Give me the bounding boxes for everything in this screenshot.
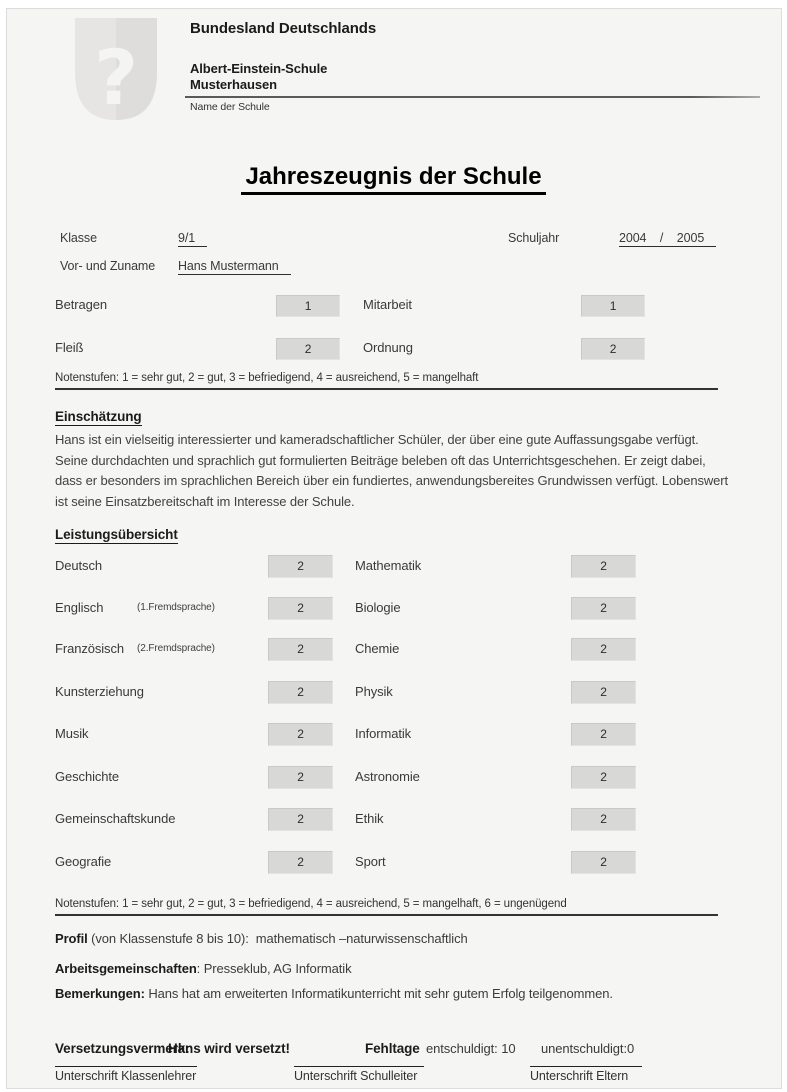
grade-field[interactable]: 2 — [571, 555, 636, 578]
grade-field[interactable]: 2 — [571, 808, 636, 831]
behavior-label: Betragen — [55, 297, 107, 312]
grade-field[interactable]: 2 — [268, 638, 333, 661]
subject-label: Französisch — [55, 641, 124, 656]
assessment-text: Hans ist ein vielseitig interessierter und kameradschaftlicher Schüler, der über eine gute Auffassungsgabe verfügt. Seine durchdachten und sprachlich gut formulierten Beiträge beleben oft das Unterrichtsgeschehen. Er zeigt dabei, dass er besonders im sprachlichen Bereich über ein fundiertes, anwendungsbereites Grundwissen verfügt. Lobenswert ist seine Einsatzbereitschaft im Interesse der Schule. — [55, 432, 729, 509]
grade-scale-note-subjects: Notenstufen: 1 = sehr gut, 2 = gut, 3 = befriedigend, 4 = ausreichend, 5 = mangelhaft, 6 = ungenügend — [55, 898, 718, 916]
subject-label: Gemeinschaftskunde — [55, 811, 176, 826]
school-name-block — [190, 61, 327, 93]
promotion-value: Hans wird versetzt! — [168, 1041, 290, 1056]
student-name-label: Vor- und Zuname — [60, 259, 156, 273]
subject-label: Musik — [55, 726, 89, 741]
workgroups-value: : Presseklub, AG Informatik — [196, 961, 352, 976]
remarks-value: Hans hat am erweiterten Informatikunterricht mit sehr gutem Erfolg teilgenommen. — [148, 986, 613, 1001]
grade-field[interactable]: 2 — [571, 723, 636, 746]
grade-field[interactable]: 2 — [268, 766, 333, 789]
grade-field[interactable]: 2 — [571, 766, 636, 789]
school-field-label: Name der Schule — [190, 101, 270, 113]
subject-label: Geografie — [55, 854, 112, 869]
subject-label: Physik — [355, 684, 393, 699]
behavior-label: Mitarbeit — [363, 297, 412, 312]
grade-field[interactable]: 2 — [571, 638, 636, 661]
region-title: Bundesland Deutschlands — [190, 20, 377, 37]
subject-label: Kunsterziehung — [55, 684, 144, 699]
grade-field[interactable]: 2 — [268, 851, 333, 874]
signature-parents: Unterschrift Eltern — [530, 1066, 642, 1083]
grade-field[interactable]: 2 — [268, 597, 333, 620]
promotion-label: Versetzungsvermerk: — [55, 1041, 190, 1056]
subject-label: Deutsch — [55, 558, 102, 573]
subject-label: Chemie — [355, 641, 400, 656]
subject-label: Ethik — [355, 811, 384, 826]
signature-teacher: Unterschrift Klassenlehrer — [55, 1066, 197, 1083]
grade-field[interactable]: 2 — [268, 681, 333, 704]
absence-label: Fehltage — [365, 1041, 420, 1056]
grade-field[interactable]: 2 — [571, 681, 636, 704]
remarks-line — [55, 986, 613, 1001]
signature-principal: Unterschrift Schulleiter — [294, 1066, 424, 1083]
subject-label: Astronomie — [355, 769, 420, 784]
subject-note: (1.Fremdsprache) — [137, 602, 215, 613]
subject-label: Mathematik — [355, 558, 422, 573]
school-year-label: Schuljahr — [508, 231, 560, 245]
grade-scale-note-behavior: Notenstufen: 1 = sehr gut, 2 = gut, 3 = befriedigend, 4 = ausreichend, 5 = mangelhaft — [55, 372, 718, 390]
workgroups-label: Arbeitsgemeinschaften — [55, 961, 197, 976]
subject-note: (2.Fremdsprache) — [137, 643, 215, 654]
school-year-value-field[interactable]: 2004 / 2005 — [619, 231, 716, 247]
subject-label: Geschichte — [55, 769, 120, 784]
school-crest-question-mark-shield-icon — [75, 18, 157, 120]
profil-suffix: (von Klassenstufe 8 bis 10): — [91, 931, 249, 946]
grade-field[interactable]: 2 — [268, 723, 333, 746]
behavior-label: Ordnung — [363, 340, 413, 355]
behavior-grade-field[interactable]: 1 — [276, 295, 340, 317]
grade-field[interactable]: 2 — [571, 851, 636, 874]
behavior-grade-field[interactable]: 2 — [276, 338, 340, 360]
school-name: Albert-Einstein-Schule — [190, 61, 328, 76]
school-city: Musterhausen — [190, 77, 277, 92]
grade-field[interactable]: 2 — [571, 597, 636, 620]
svg-text:?: ? — [94, 33, 138, 120]
class-value-field[interactable]: 9/1 — [178, 231, 207, 247]
behavior-grade-field[interactable]: 1 — [581, 295, 645, 317]
subject-label: Englisch — [55, 600, 104, 615]
assessment-heading: Einschätzung — [55, 409, 142, 424]
grade-field[interactable]: 2 — [268, 808, 333, 831]
grade-field[interactable]: 2 — [268, 555, 333, 578]
profil-value: mathematisch –naturwissenschaftlich — [255, 931, 468, 946]
workgroups-line — [55, 961, 351, 976]
grades-heading: Leistungsübersicht — [55, 527, 178, 542]
subject-label: Sport — [355, 854, 386, 869]
remarks-label: Bemerkungen: — [55, 986, 145, 1001]
page-title: Jahreszeugnis der Schule — [241, 163, 545, 195]
absence-excused: entschuldigt: 10 — [426, 1041, 516, 1056]
subject-label: Informatik — [355, 726, 412, 741]
subject-label: Biologie — [355, 600, 401, 615]
absence-unexcused: unentschuldigt:0 — [541, 1041, 635, 1056]
school-name-divider — [185, 96, 760, 98]
class-label: Klasse — [60, 231, 97, 245]
behavior-grade-field[interactable]: 2 — [581, 338, 645, 360]
student-name-field[interactable]: Hans Mustermann — [178, 259, 291, 275]
profil-label: Profil — [55, 931, 88, 946]
behavior-label: Fleiß — [55, 340, 84, 355]
profil-line — [55, 931, 468, 946]
